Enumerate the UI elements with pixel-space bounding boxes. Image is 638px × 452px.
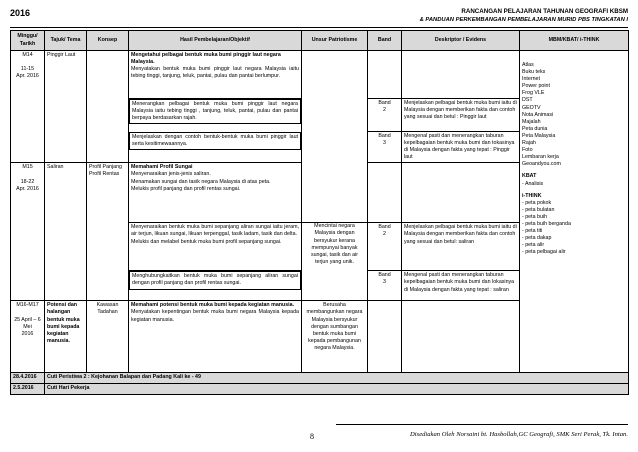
ithink-item: - peta bulatan	[522, 206, 555, 213]
holiday-row-1	[11, 373, 629, 384]
objective-m14-a	[129, 51, 302, 99]
objective-m15-6: Menghubungkaitkan bentuk muka bumi sepanjang aliran sungai dengan profil panjang dan profil rentas sungai.	[129, 271, 301, 289]
dates-m14: 11-15	[20, 66, 35, 73]
objective-m15-b	[129, 223, 302, 271]
band-m14-a-label: Band	[378, 100, 391, 106]
desc-empty-m16	[402, 301, 520, 373]
holiday-text-1: Cuti Peristiwa 2 : Kejohanan Balapan dan Padang Kali ke - 49	[45, 373, 629, 384]
col-header-unsur: Unsur Patriotisme	[302, 31, 368, 51]
page-credit: Disediakan Oleh Norsaini bt. Hasbollah,GC Geografi, SMK Seri Perak, Tk. Intan.	[336, 424, 628, 438]
resource-item: Buku teks	[522, 69, 546, 76]
objective-title-m16: Memahami potensi bentuk muka bumi kepada kegiatan manusia.	[131, 302, 295, 309]
dates-m15: 18-22	[20, 178, 35, 185]
unsur-m15	[302, 223, 368, 301]
unsur-m14-m15-top	[302, 51, 368, 223]
week-cell-m16	[11, 301, 45, 373]
resource-item: Majalah	[522, 118, 541, 125]
holiday-date-1: 28.4.2016	[11, 373, 45, 384]
title-line-2: & PANDUAN PERKEMBANGAN PEMBELAJARAN MURID PBS TINGKATAN I	[419, 17, 628, 23]
ithink-item: - peta buih berganda	[522, 220, 571, 227]
week-m14: M14	[22, 52, 33, 58]
resource-item: Internet	[522, 76, 540, 83]
desc-m15-b: Mengenal pasti dan menerangkan taburan kepelbagaian bentuk muka bumi dan lokasinya di Malaysia dengan fakta yang tepat : saliran	[402, 271, 520, 301]
document-title	[420, 7, 628, 25]
objective-m15-1: Menyenaraikan jenis-jenis saliran.	[131, 171, 211, 178]
month-m15: Apr. 2016	[16, 185, 39, 192]
objective-m16	[129, 301, 302, 373]
col-header-band: Band	[368, 31, 402, 51]
unsur-m16: Berusaha membangunkan negara Malaysia bersyukur dengan sumbangan bentuk muka bumi kepada pembangunan negara Malaysia.	[302, 301, 368, 373]
konsep-m16: Kawasan Tadahan	[87, 301, 129, 373]
resource-item: Foto	[522, 147, 533, 154]
objective-m15-4: Menyenaraikan bentuk muka bumi sepanjang aliran sungai iaitu jeram, air terjun, likuan sungai, likuan terpenggal, tasik ladam, tasik dan delta.	[131, 224, 299, 238]
resource-item: Lembaran kerja	[522, 154, 559, 161]
holiday-row-2	[11, 384, 629, 395]
desc-m14-b: Mengenal pasti dan menerangkan taburan kepelbagaian bentuk muka bumi dan tokasinya di Malaysia dengan fakta yang tepat : Pinggir laut	[402, 132, 520, 163]
week-cell-m15	[11, 163, 45, 301]
desc-m15-a: Menjelaskan pelbagai bentuk muka bumi iaitu di Malaysia dengan memberikan fakta dan contoh yang sesuai dan betul: saliran	[402, 223, 520, 271]
kbat-item: - Analisis	[522, 180, 544, 187]
ithink-item: - peta pokok	[522, 199, 552, 206]
tajuk-m16: Potensi dan halangan bentuk muka bumi kepada kegiatan manusia.	[45, 301, 87, 373]
page-number: 8	[310, 432, 314, 441]
objective-m14-2: Menerangkan pelbagai bentuk muka bumi pinggir laut negara Malaysia iaitu tebing tinggi , tanjung, teluk, pantai, pulau dan pantai berpaya berdasarkan rajah.	[129, 99, 301, 124]
col-header-mbm: MBM/KBAT/ i-THINK	[520, 31, 629, 51]
objective-m14-3: Menjelaskan dengan contoh bentuk-bentuk muka bumi pinggir laut serta kesitimewaannya.	[129, 132, 301, 150]
band-m14-b	[368, 132, 402, 163]
objective-m15-2: Menamakan sungai dan tasik negara Malaysia di atas peta.	[131, 178, 271, 185]
kbat-label: KBAT	[522, 173, 537, 180]
tajuk-m14: Pinggir Laut	[45, 51, 87, 163]
week-m15: M15	[22, 164, 33, 171]
objective-m15-3: Melukis profil panjang dan profil rentas sungai.	[131, 185, 241, 192]
desc-m14-a: Menjelaskan pelbagai bentuk muka bumi iaitu di Malaysia dengan memberikan fakta dan contoh yang sesuai dan betul : Pinggir laut	[402, 99, 520, 132]
month-m14: Apr. 2016	[16, 73, 39, 80]
band-m14-b-num: 3	[383, 140, 386, 147]
band-m14-a-num: 2	[383, 107, 386, 114]
unsur-m15-text: Mencintai negara Malaysia dengan bersyukur kerana mempunyai banyak sungai, tasik dan air terjun yang unik.	[310, 223, 359, 265]
band-m15-a-label: Band	[378, 224, 391, 231]
resource-item: Frog VLE	[522, 90, 545, 97]
band-m15-b-label: Band	[378, 272, 391, 279]
dates-m16: 25 April – 6 Mei	[14, 316, 41, 330]
resources-list	[522, 62, 626, 168]
band-empty-m16	[368, 301, 402, 373]
tajuk-m15: Saliran	[45, 163, 87, 301]
table-row-m14	[11, 51, 629, 99]
objective-title-m15: Memahami Profil Sungai	[131, 164, 193, 171]
header-year: 2016	[10, 8, 31, 18]
week-cell-m14	[11, 51, 45, 163]
resource-item: Power point	[522, 83, 550, 90]
ithink-item: - peta pelbagai alir	[522, 249, 566, 256]
table-header-row	[11, 31, 629, 51]
ithink-list	[522, 200, 626, 257]
konsep-m14	[87, 51, 129, 163]
col-header-tajuk: Tajuk/ Tema	[45, 31, 87, 51]
holiday-text-2: Cuti Hari Pekerja	[45, 384, 629, 395]
resource-item: Rajah	[522, 140, 536, 147]
resource-item: Peta dunia	[522, 125, 548, 132]
band-empty-m14	[368, 51, 402, 99]
band-m15-a-num: 2	[383, 231, 386, 238]
ithink-label: i-THINK	[522, 192, 542, 199]
band-empty-m15	[368, 163, 402, 223]
col-header-minggu: Minggu/ Tarikh	[11, 31, 45, 51]
resource-item: GEOTV	[522, 104, 541, 111]
desc-empty-m15	[402, 163, 520, 223]
band-m15-b	[368, 271, 402, 301]
month-m16: 2016	[21, 330, 34, 337]
objective-title-m14: Mengetahui pelbagai bentuk muka bumi pinggir laut negara Malaysia.	[131, 52, 281, 66]
resource-item: Peta Malaysia	[522, 132, 556, 139]
objective-m15-5: Melukis dan melabel bentuk muka bumi profil sepanjang sungai.	[131, 238, 282, 245]
ithink-item: - peta titi	[522, 228, 543, 235]
band-m14-a	[368, 99, 402, 132]
ithink-item: - peta dakap	[522, 235, 552, 242]
ithink-item: - peta buih	[522, 213, 548, 220]
band-m15-b-num: 3	[383, 279, 386, 286]
resource-item: Nota Animasi	[522, 111, 554, 118]
objective-m15-a	[129, 163, 302, 223]
holiday-date-2: 2.5.2016	[11, 384, 45, 395]
resource-item: DST	[522, 97, 533, 104]
week-m16: M16-M17	[16, 302, 39, 309]
objective-m16-1: Menyatakan kepentingan bentuk muka bumi negara Malaysia kepada kegiatan manusia.	[131, 309, 299, 323]
band-m15-a	[368, 223, 402, 271]
band-m14-b-label: Band	[378, 133, 391, 139]
lesson-plan-table	[10, 30, 629, 395]
title-line-1: RANCANGAN PELAJARAN TAHUNAN GEOGRAFI KBSM	[461, 8, 628, 15]
resources-cell	[520, 51, 629, 373]
resource-item: Atlas	[522, 62, 534, 68]
header-rule	[10, 27, 628, 28]
ithink-item: - peta alir	[522, 242, 545, 249]
konsep-m15: Profil Panjang Profil Rentas	[87, 163, 129, 301]
objective-m14-1: Menyatakan bentuk muka bumi pinggir laut negara Malaysia iaitu tebing tinggi, tanjung, teluk, pantai, pulau dan pantai berlumpur.	[131, 66, 299, 80]
col-header-hasil: Hasil Pembelajaran/Objektif	[129, 31, 302, 51]
col-header-konsep: Konsep	[87, 31, 129, 51]
desc-empty-m14	[402, 51, 520, 99]
resource-item: Geoandyou.com	[522, 161, 561, 168]
col-header-deskriptor: Deskriptor / Evidens	[402, 31, 520, 51]
